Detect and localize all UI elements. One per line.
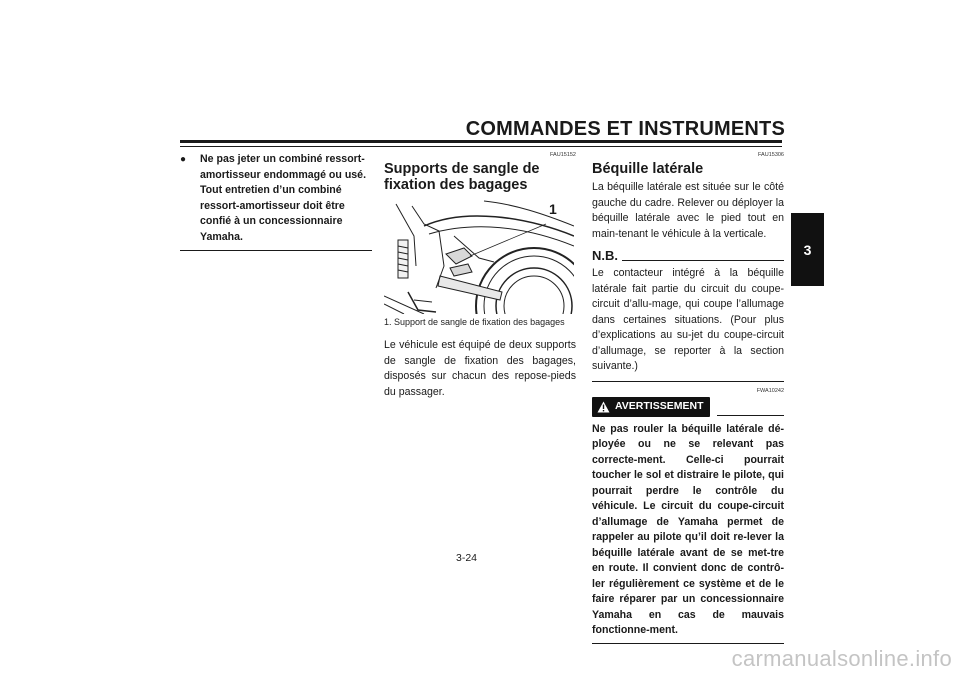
page-title: COMMANDES ET INSTRUMENTS <box>465 118 785 140</box>
bullet-text: Ne pas jeter un combiné ressort-amortisseur endommagé ou usé. Tout entretien d’un combiné ressort-amortisseur doit être confié à un concessionnaire Yamaha. <box>200 153 367 243</box>
section-end-rule <box>180 250 372 251</box>
chapter-tab <box>791 213 824 286</box>
figure-callout: 1 <box>549 201 557 217</box>
column-left <box>180 152 372 251</box>
illustration-drawing <box>384 196 574 314</box>
note-rule <box>622 260 784 261</box>
watermark: carmanualsonline.info <box>731 646 952 671</box>
body-paragraph: La béquille latérale est située sur le côté gauche du cadre. Relever ou déployer la béquille latérale avec le pied tout en main-tenant le véhicule à la verticale. <box>592 181 784 240</box>
page-number: 3-24 <box>456 552 478 564</box>
warning-rule <box>717 415 784 416</box>
bullet-icon: ● <box>180 154 187 165</box>
warning-triangle-icon <box>597 401 610 413</box>
column-right <box>592 152 784 644</box>
figure-caption: 1. Support de sangle de fixation des bagages <box>384 317 565 327</box>
bullet-item <box>180 152 372 245</box>
section-heading: Supports de sangle de fixation des bagages <box>384 161 540 193</box>
warning-end-rule <box>592 643 784 644</box>
body-paragraph: Le véhicule est équipé de deux supports de sangle de fixation des bagages, disposés sur chacun des repose-pieds du passager. <box>384 339 576 398</box>
warning-badge <box>592 397 710 417</box>
motorcycle-illustration <box>384 196 574 314</box>
section-code: FAU15306 <box>758 152 784 158</box>
warning-label: AVERTISSEMENT <box>615 399 704 412</box>
column-middle <box>384 152 576 400</box>
note-header <box>592 249 784 263</box>
header-rule <box>180 140 782 143</box>
warning-text: Ne pas rouler la béquille latérale dé-ployée ou ne se relevant pas correcte-ment. Celle-ci pourrait toucher le sol et distraire le pilote, qui pourrait perdre le contrôle du véhicule. Le circuit du coupe-circuit d’allumage de Yamaha permet de rappeler au pilote qu’il doit re-lever la béquille latérale avant de se met-tre en route. Il convient donc de contrô-ler régulièrement ce système et de le faire réparer par un concessionnaire Yamaha en cas de mauvais fonctionne-ment. <box>592 422 784 636</box>
section-heading: Béquille latérale <box>592 161 704 177</box>
warning-header <box>592 397 784 417</box>
section-code: FAU15152 <box>550 152 576 158</box>
note-text: Le contacteur intégré à la béquille latérale fait partie du circuit du coupe-circuit d’allu-mage, qui coupe l’allumage dans certaines situations. (Pour plus d’explications au su-jet du coupe-circuit d’allumage, se reporter à la section suivante.) <box>592 267 784 372</box>
warning-code: FWA10242 <box>756 387 784 394</box>
note-end-rule <box>592 381 784 382</box>
note-label: N.B. <box>592 248 618 263</box>
chapter-number: 3 <box>803 241 812 258</box>
header-rule-thin <box>180 146 782 147</box>
